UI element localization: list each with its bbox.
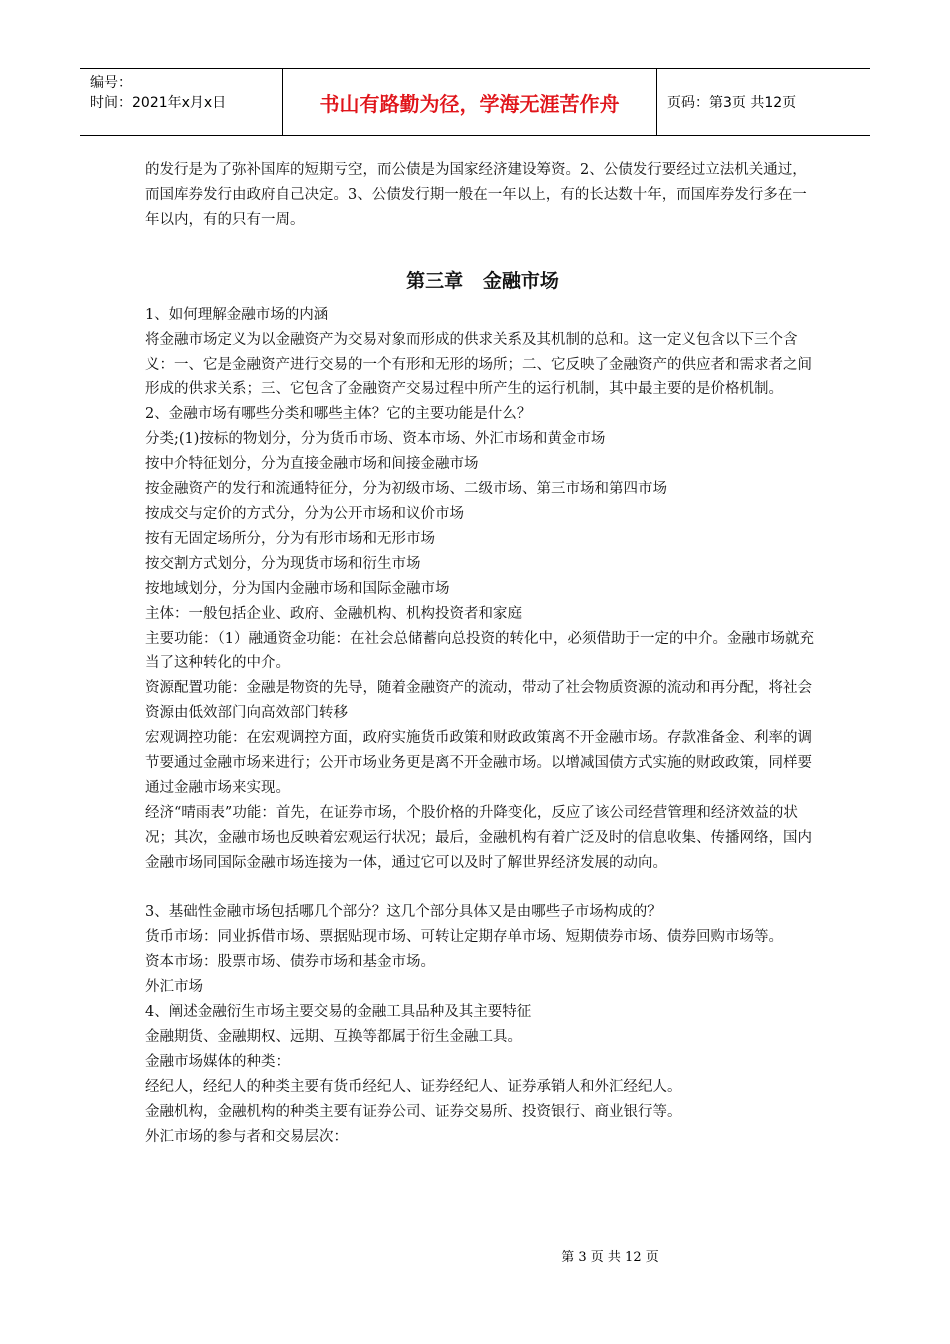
paragraph: 外汇市场的参与者和交易层次：	[145, 1128, 348, 1145]
paragraph: 主要功能：（1）融通资金功能：在社会总储蓄向总投资的转化中，必须借助于一定的中介。金融市场就充当了这种转化的中介。	[145, 630, 814, 672]
paragraph: 按金融资产的发行和流通特征分，分为初级市场、二级市场、第三市场和第四市场	[145, 481, 667, 498]
page-footer: 第 3 页 共 12 页	[561, 1250, 659, 1265]
paragraph: 金融市场媒体的种类：	[145, 1053, 290, 1070]
header-meta	[80, 69, 283, 135]
paragraph: 货币市场：同业拆借市场、票据贴现市场、可转让定期存单市场、短期债券市场、债券回购市场等。	[145, 929, 783, 946]
document-body	[145, 158, 820, 1150]
paragraph: 金融期货、金融期权、远期、互换等都属于衍生金融工具。	[145, 1028, 522, 1045]
paragraph: 将金融市场定义为以金融资产为交易对象而形成的供求关系及其机制的总和。这一定义包含以下三个含义：一、它是金融资产进行交易的一个有形和无形的场所；二、它反映了金融资产的供应者和需求者之间形成的供求关系；三、它包含了金融资产交易过程中所产生的运行机制，其中最主要的是价格机制。	[145, 331, 812, 398]
paragraph: 资本市场：股票市场、债券市场和基金市场。	[145, 954, 435, 971]
paragraph: 金融机构，金融机构的种类主要有证券公司、证券交易所、投资银行、商业银行等。	[145, 1103, 682, 1120]
chapter-title: 第三章 金融市场	[406, 269, 559, 292]
paragraph: 分类;(1)按标的物划分，分为货币市场、资本市场、外汇市场和黄金市场	[145, 431, 606, 448]
time-label: 时间：2021年x月x日	[90, 95, 227, 111]
blank-line	[145, 876, 820, 901]
question-1: 1、如何理解金融市场的内涵	[145, 306, 329, 323]
paragraph: 按地域划分，分为国内金融市场和国际金融市场	[145, 580, 450, 597]
question-3: 3、基础性金融市场包括哪几个部分？这几个部分具体又是由哪些子市场构成的？	[145, 904, 662, 921]
number-label: 编号：	[90, 75, 132, 91]
paragraph: 宏观调控功能：在宏观调控方面，政府实施货币政策和财政政策离不开金融市场。存款准备金、利率的调节要通过金融市场来进行；公开市场业务更是离不开金融市场。以增减国债方式实施的财政政策，同样要通过金融市场来实现。	[145, 730, 812, 796]
paragraph: 按成交与定价的方式分，分为公开市场和议价市场	[145, 505, 464, 522]
paragraph: 资源配置功能：金融是物资的先导，随着金融资产的流动，带动了社会物质资源的流动和再分配，将社会资源由低效部门向高效部门转移	[145, 680, 812, 722]
page-header	[80, 68, 870, 136]
paragraph: 主体：一般包括企业、政府、金融机构、机构投资者和家庭	[145, 605, 522, 622]
paragraph: 按交割方式划分，分为现货市场和衍生市场	[145, 555, 421, 572]
paragraph: 经纪人，经纪人的种类主要有货币经纪人、证券经纪人、证券承销人和外汇经纪人。	[145, 1078, 682, 1095]
paragraph: 经济“晴雨表”功能：首先，在证券市场，个股价格的升降变化，反应了该公司经营管理和经济效益的状况；其次，金融市场也反映着宏观运行状况；最后，金融机构有着广泛及时的信息收集、传播网络，国内金融市场同国际金融市场连接为一体，通过它可以及时了解世界经济发展的动向。	[145, 804, 812, 871]
question-4: 4、阐述金融衍生市场主要交易的金融工具品种及其主要特征	[145, 1004, 532, 1021]
header-page-info: 页码：第3页 共12页	[667, 95, 797, 111]
header-motto: 书山有路勤为径，学海无涯苦作舟	[283, 69, 657, 135]
paragraph: 按有无固定场所分，分为有形市场和无形市场	[145, 530, 435, 547]
intro-paragraph: 的发行是为了弥补国库的短期亏空，而公债是为国家经济建设筹资。2、公债发行要经过立法机关通过，而国库券发行由政府自己决定。3、公债发行期一般在一年以上，有的长达数十年，而国库券发行多在一年以内，有的只有一周。	[145, 162, 807, 228]
paragraph: 按中介特征划分，分为直接金融市场和间接金融市场	[145, 456, 479, 473]
paragraph: 外汇市场	[145, 979, 203, 996]
question-2: 2、金融市场有哪些分类和哪些主体？它的主要功能是什么？	[145, 406, 532, 423]
